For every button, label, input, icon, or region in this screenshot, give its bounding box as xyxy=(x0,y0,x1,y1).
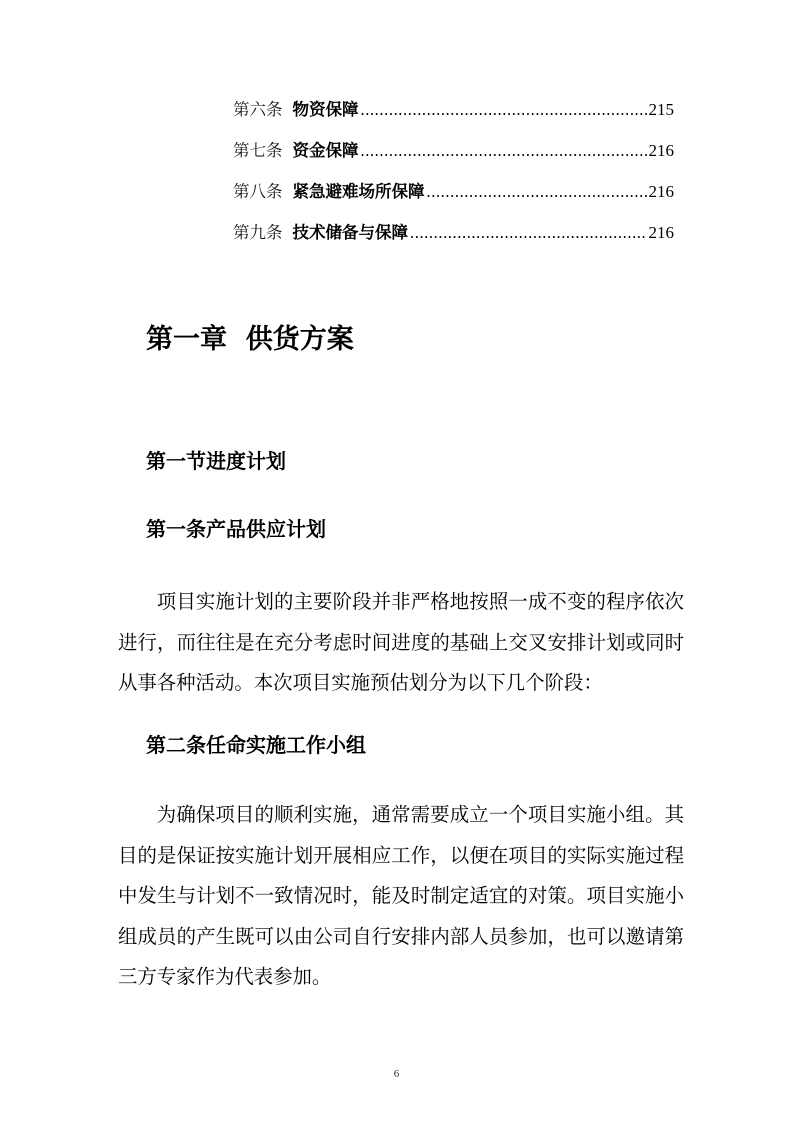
toc-entry-title: 技术储备与保障 xyxy=(292,223,408,242)
toc-entry-title: 紧急避难场所保障 xyxy=(292,182,425,201)
article-title-product-supply: 第一条产品供应计划 xyxy=(146,517,326,541)
toc-entry-page: 216 xyxy=(648,182,674,201)
toc-entry-page: 216 xyxy=(648,141,674,160)
toc-entry-number: 第九条 xyxy=(233,223,283,242)
page-number: 6 xyxy=(393,1068,400,1080)
toc-dot-leader xyxy=(410,220,647,246)
paragraph-product-supply: 项目实施计划的主要阶段并非严格地按照一成不变的程序依次进行，而往往是在充分考虑时间进度的基础上交叉安排计划或同时从事各种活动。本次项目实施预估划分为以下几个阶段： xyxy=(118,590,684,694)
toc-entry-number: 第七条 xyxy=(233,141,283,160)
toc-entry-title: 资金保障 xyxy=(292,141,359,160)
paragraph-work-group: 为确保项目的顺利实施，通常需要成立一个项目实施小组。其目的是保证按实施计划开展相应工作，以便在项目的实际实施过程中发生与计划不一致情况时，能及时制定适宜的对策。项目实施小组成员的产生既可以由公司自行安排内部人员参加，也可以邀请第三方专家作为代表参加。 xyxy=(118,803,684,988)
toc-entry[interactable] xyxy=(233,179,674,220)
section-title: 第一节进度计划 xyxy=(146,449,286,473)
toc-entry-number: 第八条 xyxy=(233,182,283,201)
toc-dot-leader xyxy=(427,179,647,205)
toc-entry-title: 物资保障 xyxy=(292,100,359,119)
toc-entry-page: 215 xyxy=(648,100,674,119)
table-of-contents xyxy=(233,97,674,261)
toc-entry[interactable] xyxy=(233,97,674,138)
toc-entry[interactable] xyxy=(233,220,674,261)
toc-entry-number: 第六条 xyxy=(233,100,283,119)
toc-dot-leader xyxy=(361,97,647,123)
article-title-work-group: 第二条任命实施工作小组 xyxy=(146,733,366,757)
chapter-title: 第一章 供货方案 xyxy=(146,324,354,355)
toc-entry-page: 216 xyxy=(648,223,674,242)
toc-entry[interactable] xyxy=(233,138,674,179)
toc-dot-leader xyxy=(361,138,647,164)
